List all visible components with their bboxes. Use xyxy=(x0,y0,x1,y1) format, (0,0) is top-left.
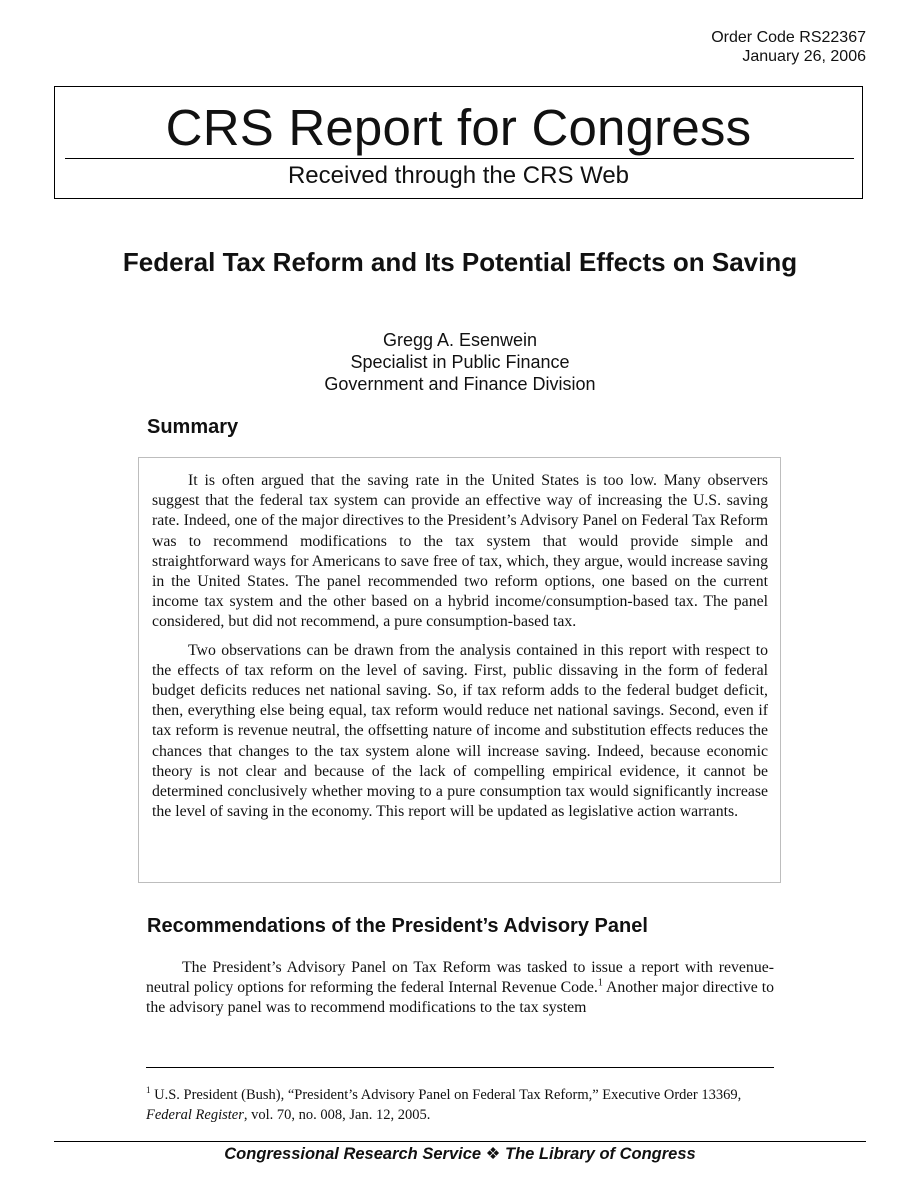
header-divider xyxy=(65,158,854,159)
body-paragraph xyxy=(146,958,774,1019)
summary-paragraph: Two observations can be drawn from the analysis contained in this report with respect to the effects of tax reform on the level of saving. First, public dissaving in the form of federal budget deficits reduces net national saving. So, if tax reform adds to the federal budget deficit, then, everything else being equal, tax reform would reduce net national savings. Second, even if tax reform is revenue neutral, the offsetting nature of income and substitution effects reduces the chances that changes to the tax system alone will increase saving. Indeed, because economic theory is not clear and because of the lack of compelling empirical evidence, it cannot be determined conclusively whether moving to a pure consumption tax would significantly increase the level of saving in the economy. This report will be updated as legislative action warrants. xyxy=(152,641,768,821)
footnote-text: U.S. President (Bush), “President’s Advisory Panel on Federal Tax Reform,” Executive Order 13369, xyxy=(150,1087,742,1103)
body-text: The President’s Advisory Panel on Tax Reform was tasked to issue a report with revenue-neutral policy options for reforming the federal Internal Revenue Code. xyxy=(146,959,774,997)
order-code: Order Code RS22367 xyxy=(711,29,866,46)
author-block xyxy=(100,329,820,395)
summary-heading: Summary xyxy=(147,416,239,438)
footnote-marker: 1 xyxy=(146,1085,151,1096)
page-footer: Congressional Research Service ❖ The Library of Congress xyxy=(224,1145,696,1163)
author-division: Government and Finance Division xyxy=(324,374,596,394)
author-title: Specialist in Public Finance xyxy=(350,352,570,372)
footnote xyxy=(146,1085,774,1125)
author-name: Gregg A. Esenwein xyxy=(382,330,538,350)
order-code-block xyxy=(711,28,866,66)
crs-header-box xyxy=(54,86,863,199)
footnote-divider xyxy=(146,1067,774,1068)
footnote-reference[interactable]: 1 xyxy=(597,977,603,989)
crs-header-title: CRS Report for Congress xyxy=(165,99,752,156)
summary-box xyxy=(138,457,781,883)
section-heading: Recommendations of the President’s Advisory Panel xyxy=(147,915,648,937)
summary-paragraph: It is often argued that the saving rate in the United States is too low. Many observers suggest that the federal tax system can provide an effective way of increasing the U.S. saving rate. Indeed, one of the major directives to the President’s Advisory Panel on Federal Tax Reform was to recommend modifications to the tax system that would provide simple and straightforward ways for Americans to save free of tax, which, they argue, would increase saving in the United States. The panel recommended two reform options, one based on the current income tax system and the other based on a hybrid income/consumption-based tax. The panel considered, but did not recommend, a pure consumption-based tax. xyxy=(152,472,768,631)
crs-header-subtitle: Received through the CRS Web xyxy=(287,162,630,189)
footnote-italic-title: Federal Register xyxy=(146,1107,244,1123)
report-date: January 26, 2006 xyxy=(742,48,866,65)
body-text: Another major directive to the advisory panel was to recommend modifications to the tax system xyxy=(146,979,774,1017)
footer-divider xyxy=(54,1141,866,1142)
report-title: Federal Tax Reform and Its Potential Effects on Saving xyxy=(122,247,798,277)
footnote-text: , vol. 70, no. 008, Jan. 12, 2005. xyxy=(243,1107,431,1123)
